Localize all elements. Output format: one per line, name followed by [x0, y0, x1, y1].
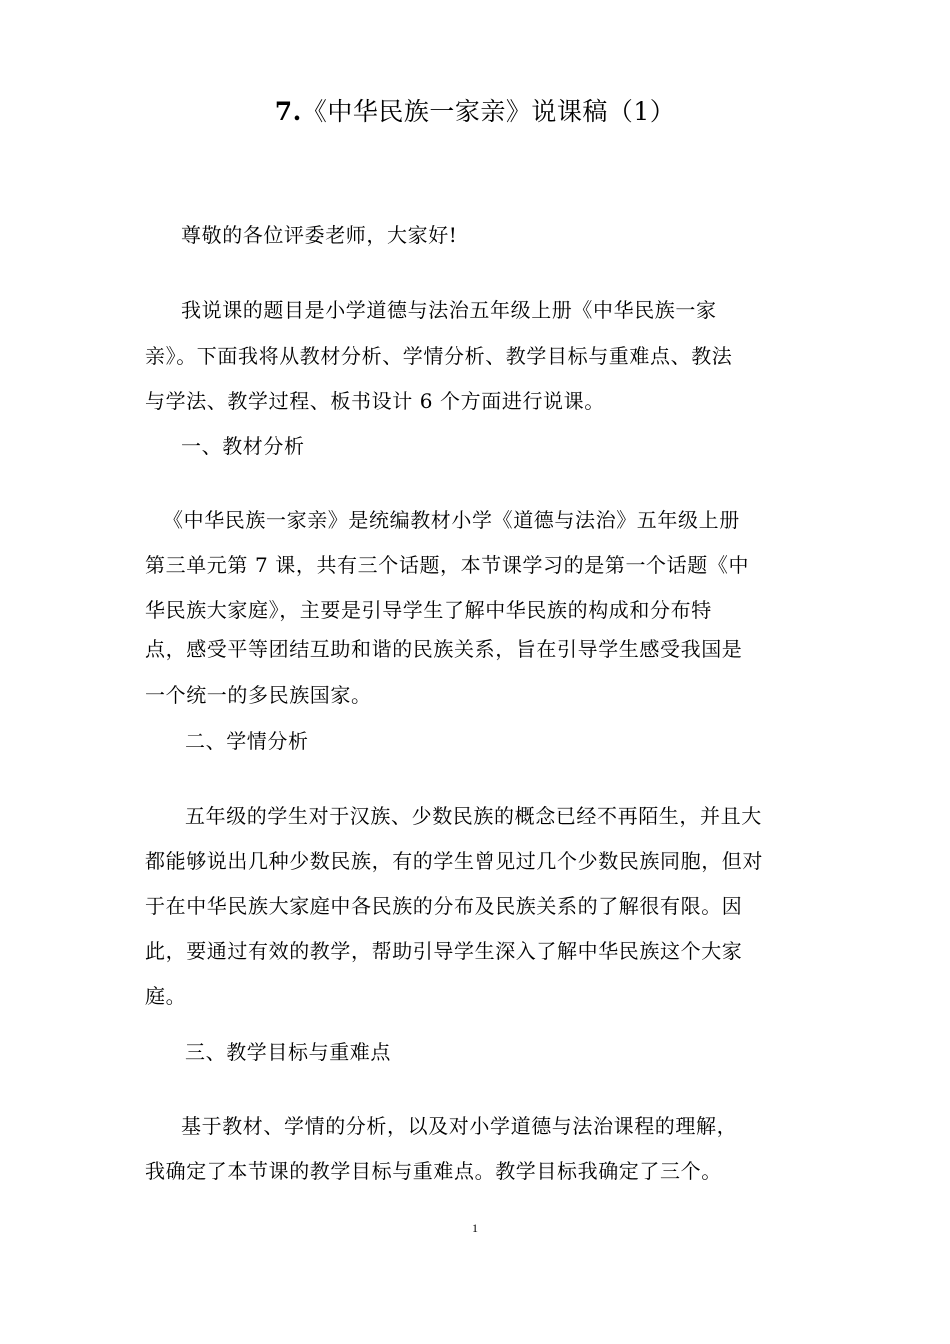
section-heading-objectives: 三、教学目标与重难点: [185, 1040, 391, 1064]
section3-line: 基于教材、学情的分析，以及对小学道德与法治课程的理解，: [181, 1114, 738, 1138]
section2-line: 都能够说出几种少数民族，有的学生曾见过几个少数民族同胞，但对: [145, 849, 763, 873]
section1-line: 点，感受平等团结互助和谐的民族关系，旨在引导学生感受我国是: [145, 637, 743, 661]
section2-line: 五年级的学生对于汉族、少数民族的概念已经不再陌生，并且大: [185, 804, 762, 828]
section3-line: 我确定了本节课的教学目标与重难点。教学目标我确定了三个。: [145, 1159, 722, 1183]
intro-line: 与学法、教学过程、板书设计 6 个方面进行说课。: [145, 389, 605, 413]
section1-line: 第三单元第 7 课，共有三个话题，本节课学习的是第一个话题《中: [145, 553, 750, 577]
section2-line: 于在中华民族大家庭中各民族的分布及民族关系的了解很有限。因: [145, 894, 743, 918]
page-number: 1: [472, 1221, 478, 1235]
section-heading-materials: 一、教材分析: [181, 434, 305, 458]
intro-line: 我说课的题目是小学道德与法治五年级上册《中华民族一家: [181, 298, 717, 322]
title-number: 7.: [274, 97, 302, 126]
document-title: [0, 92, 950, 132]
greeting-line: 尊敬的各位评委老师，大家好!: [181, 223, 458, 247]
section2-line: 庭。: [145, 984, 187, 1008]
section-heading-students: 二、学情分析: [185, 729, 309, 753]
section1-line: 《中华民族一家亲》是统编教材小学《道德与法治》五年级上册: [163, 508, 740, 532]
section1-line: 一个统一的多民族国家。: [145, 683, 372, 707]
section1-line: 华民族大家庭》，主要是引导学生了解中华民族的构成和分布特: [145, 598, 712, 622]
section2-line: 此，要通过有效的教学，帮助引导学生深入了解中华民族这个大家: [145, 939, 743, 963]
title-text: 《中华民族一家亲》说课稿（1）: [301, 97, 676, 126]
intro-line: 亲》。下面我将从教材分析、学情分析、教学目标与重难点、教法: [145, 344, 733, 368]
